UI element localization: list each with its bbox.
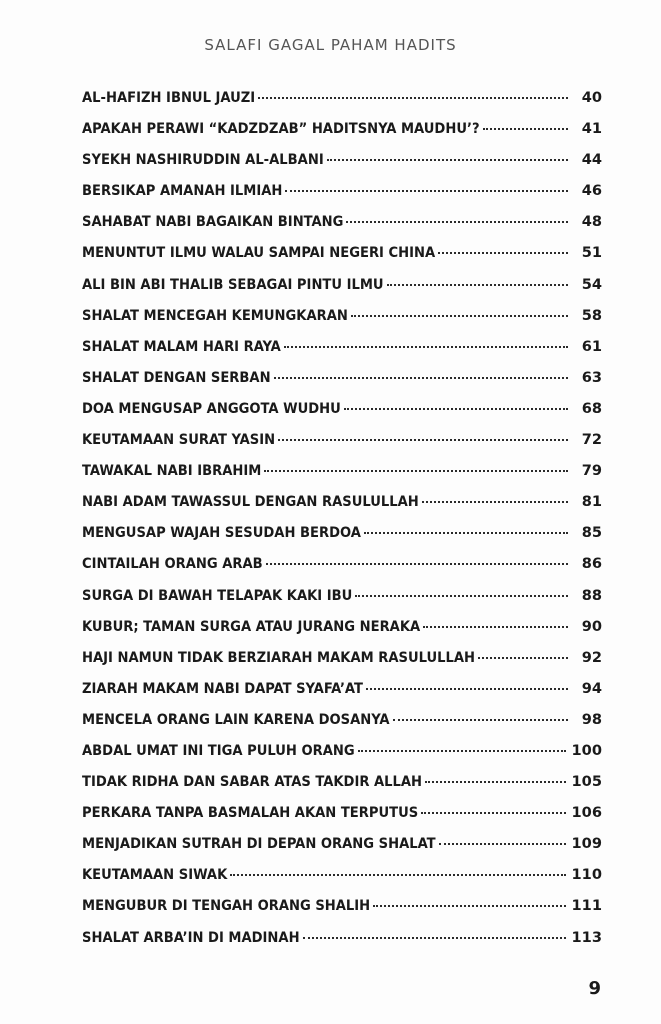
toc-entry: [82, 335, 602, 366]
toc-entry: [82, 832, 602, 863]
toc-entry: [82, 677, 602, 708]
toc-entry-page: 94: [581, 679, 602, 697]
dot-leader: [346, 210, 568, 223]
toc-entry: [82, 210, 602, 241]
toc-entry-title: SAHABAT NABI BAGAIKAN BINTANG: [82, 213, 344, 231]
toc-entry-page: 86: [581, 555, 602, 573]
toc-entry-title: KUBUR; TAMAN SURGA ATAU JURANG NERAKA: [82, 617, 421, 635]
toc-entry: [82, 179, 602, 210]
toc-entry-page: 79: [581, 462, 602, 480]
toc-entry: [82, 646, 602, 677]
toc-entry-page: 44: [581, 151, 602, 169]
dot-leader: [438, 241, 568, 254]
toc-entry: [82, 615, 602, 646]
toc-entry: [82, 241, 602, 272]
toc-entry-page: 100: [571, 741, 602, 759]
dot-leader: [355, 584, 568, 597]
dot-leader: [258, 86, 568, 99]
toc-entry-title: SHALAT ARBA’IN DI MADINAH: [82, 928, 300, 946]
dot-leader: [483, 117, 568, 130]
dot-leader: [285, 179, 568, 192]
toc-entry-title: PERKARA TANPA BASMALAH AKAN TERPUTUS: [82, 804, 419, 822]
dot-leader: [274, 366, 568, 379]
toc-entry-title: ABDAL UMAT INI TIGA PULUH ORANG: [82, 741, 355, 759]
toc-entry: [82, 584, 602, 615]
toc-entry-title: NABI ADAM TAWASSUL DENGAN RASULULLAH: [82, 493, 419, 511]
toc-entry-page: 111: [571, 897, 602, 915]
toc-entry-page: 68: [581, 399, 602, 417]
toc-entry-title: MENGUBUR DI TENGAH ORANG SHALIH: [82, 897, 371, 915]
toc-entry: [82, 428, 602, 459]
toc-entry-page: 113: [571, 928, 602, 946]
toc-entry-title: SHALAT DENGAN SERBAN: [82, 368, 271, 386]
toc-entry-title: KEUTAMAAN SIWAK: [82, 866, 228, 884]
toc-entry-title: SYEKH NASHIRUDDIN AL-ALBANI: [82, 151, 324, 169]
toc-entry-title: ZIARAH MAKAM NABI DAPAT SYAFA’AT: [82, 679, 363, 697]
toc-entry-page: 81: [581, 493, 602, 511]
toc-entry: [82, 863, 602, 894]
dot-leader: [284, 335, 568, 348]
toc-entry: [82, 801, 602, 832]
toc-entry-title: MENUNTUT ILMU WALAU SAMPAI NEGERI CHINA: [82, 244, 436, 262]
toc-entry-page: 61: [581, 337, 602, 355]
toc-entry-page: 40: [581, 89, 602, 106]
toc-entry-title: ALI BIN ABI THALIB SEBAGAI PINTU ILMU: [82, 275, 384, 293]
dot-leader: [366, 677, 568, 690]
dot-leader: [351, 304, 568, 317]
toc-entry-page: 92: [581, 648, 602, 666]
toc-entry-page: 72: [581, 431, 602, 449]
toc-entry-page: 98: [581, 710, 602, 728]
toc-entry: [82, 894, 602, 925]
toc-entry-title: TAWAKAL NABI IBRAHIM: [82, 462, 262, 480]
toc-entry: [82, 459, 602, 490]
toc-entry-page: 105: [571, 773, 602, 791]
dot-leader: [478, 646, 568, 659]
toc-entry: [82, 770, 602, 801]
toc-entry: [82, 708, 602, 739]
toc-entry-page: 88: [581, 586, 602, 604]
toc-entry-title: AL-HAFIZH IBNUL JAUZI: [82, 89, 256, 106]
toc-entry: [82, 304, 602, 335]
dot-leader: [387, 273, 568, 286]
toc-entry: [82, 86, 602, 117]
dot-leader: [230, 863, 565, 876]
dot-leader: [425, 770, 565, 783]
toc-entry-title: BERSIKAP AMANAH ILMIAH: [82, 182, 283, 200]
toc-entry-page: 109: [571, 835, 602, 853]
toc-entry-page: 90: [581, 617, 602, 635]
dot-leader: [373, 894, 565, 907]
dot-leader: [439, 832, 566, 845]
toc-entry-title: MENCELA ORANG LAIN KARENA DOSANYA: [82, 710, 390, 728]
toc-entry-title: MENGUSAP WAJAH SESUDAH BERDOA: [82, 524, 361, 542]
dot-leader: [358, 739, 566, 752]
toc-entry-page: 58: [581, 306, 602, 324]
toc-entry-page: 85: [581, 524, 602, 542]
toc-entry-title: KEUTAMAAN SURAT YASIN: [82, 431, 276, 449]
toc-entry: [82, 926, 602, 957]
toc-entry: [82, 273, 602, 304]
toc-entry-title: TIDAK RIDHA DAN SABAR ATAS TAKDIR ALLAH: [82, 773, 423, 791]
dot-leader: [278, 428, 568, 441]
toc-entry-title: SHALAT MENCEGAH KEMUNGKARAN: [82, 306, 348, 324]
toc-entry: [82, 552, 602, 583]
running-header: SALAFI GAGAL PAHAM HADITS: [204, 36, 457, 54]
toc-entry-title: HAJI NAMUN TIDAK BERZIARAH MAKAM RASULULLAH: [82, 648, 476, 666]
toc-entry: [82, 366, 602, 397]
toc-entry: [82, 148, 602, 179]
toc-entry-title: CINTAILAH ORANG ARAB: [82, 555, 263, 573]
toc-entry: [82, 397, 602, 428]
toc-entry-page: 51: [581, 244, 602, 262]
toc-entry-title: DOA MENGUSAP ANGGOTA WUDHU: [82, 399, 341, 417]
dot-leader: [344, 397, 568, 410]
dot-leader: [266, 552, 568, 565]
toc-entry-page: 48: [581, 213, 602, 231]
toc-entry-title: SHALAT MALAM HARI RAYA: [82, 337, 281, 355]
toc-entry-page: 54: [581, 275, 602, 293]
toc-entry-title: SURGA DI BAWAH TELAPAK KAKI IBU: [82, 586, 353, 604]
dot-leader: [393, 708, 568, 721]
toc-entry: [82, 521, 602, 552]
toc-entry: [82, 739, 602, 770]
toc-entry-page: 106: [571, 804, 602, 822]
dot-leader: [303, 926, 566, 939]
table-of-contents: [82, 86, 602, 957]
dot-leader: [327, 148, 568, 161]
toc-entry: [82, 117, 602, 148]
dot-leader: [421, 801, 565, 814]
toc-entry-title: APAKAH PERAWI “KADZDZAB” HADITSNYA MAUDHU’?: [82, 120, 480, 138]
toc-entry-page: 46: [581, 182, 602, 200]
dot-leader: [364, 521, 568, 534]
toc-entry-page: 41: [581, 120, 602, 138]
toc-entry-page: 63: [581, 368, 602, 386]
toc-entry: [82, 490, 602, 521]
toc-entry-title: MENJADIKAN SUTRAH DI DEPAN ORANG SHALAT: [82, 835, 436, 853]
dot-leader: [423, 615, 568, 628]
toc-entry-page: 110: [571, 866, 602, 884]
dot-leader: [264, 459, 568, 472]
dot-leader: [422, 490, 568, 503]
page-number: 9: [588, 978, 601, 999]
